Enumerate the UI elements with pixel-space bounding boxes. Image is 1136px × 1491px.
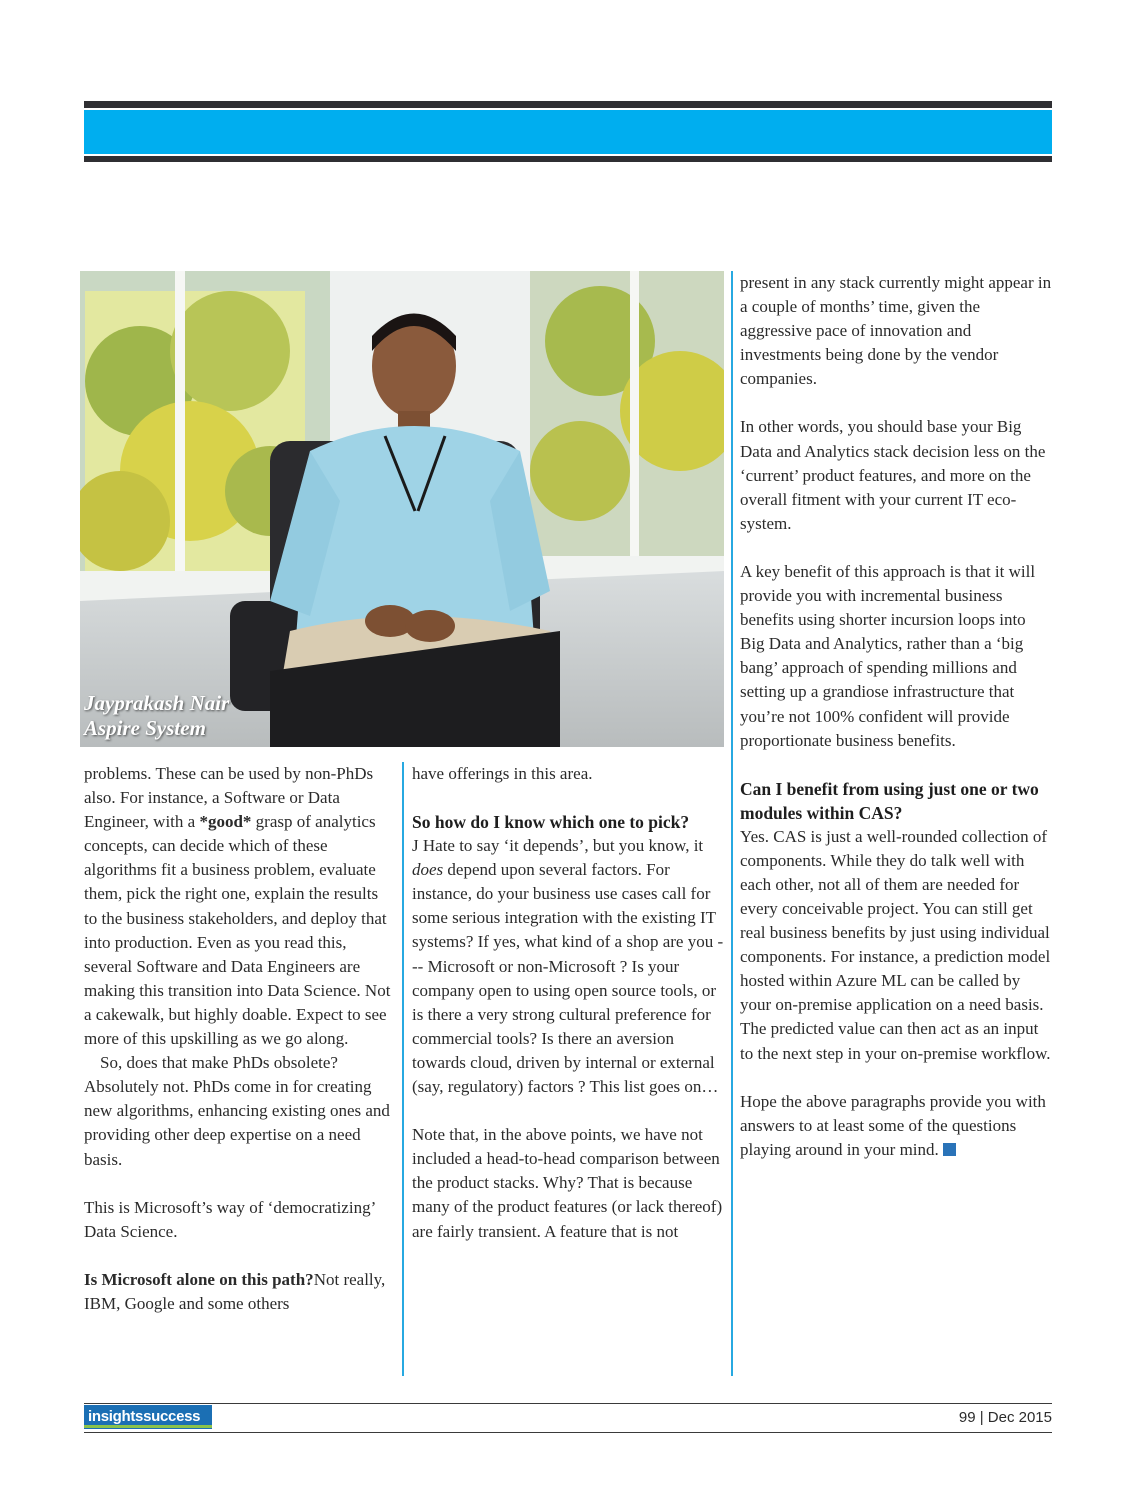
col2-heading: So how do I know which one to pick? (412, 812, 690, 833)
col1-p1-text-b: grasp of analytics concepts, can decide which of these algorithms fit a business problem, evaluate them, pick the right one, explain the results to the business stakeholders, and deploy that into production. Even as you read this, several Software and Data Engineers are making this transition into Data Science. Not a cakewalk, but highly doable. Expect to see more of this upskilling as we go along. (84, 812, 391, 1049)
portrait-illustration (80, 271, 724, 747)
footer-rule-top (84, 1403, 1052, 1404)
col1-question-text: Not really, IBM, Google and some others (84, 1269, 386, 1313)
logo-underline (84, 1425, 212, 1428)
col3-heading: Can I benefit from using just one or two modules within CAS? (740, 778, 1039, 823)
col3-paragraph-1: present in any stack currently might appear in a couple of months’ time, given the aggressive pace of innovation and investments being done by the vendor companies. (740, 273, 1052, 389)
col3-paragraph-3: A key benefit of this approach is that it will provide you with incremental business benefits using shorter incursion loops into Big Data and Analytics, rather than a ‘big bang’ approach of spending millions and setting up a grandiose infrastructure that you’re not 100% confident will provide proportionate business benefits. (740, 561, 1036, 750)
col2-p2-italic: does (412, 860, 444, 880)
col1-paragraph-4 (84, 1268, 394, 1316)
column-rule-1 (402, 762, 404, 1376)
column-3 (740, 271, 1052, 1162)
col2-p2-text-a: J Hate to say ‘it depends’, but you know, it (412, 836, 704, 856)
col2-paragraph-2 (412, 834, 724, 1099)
header-bar-blue (84, 110, 1052, 154)
column-1 (84, 762, 394, 1316)
header-bar-top (84, 101, 1052, 108)
col1-paragraph-3: This is Microsoft’s way of ‘democratizing’ Data Science. (84, 1197, 375, 1241)
caption-company: Aspire System (84, 716, 206, 740)
col1-p1-text-a: problems. These can be used by non-PhDs also. For instance, a Software or Data Engineer, with a (84, 764, 374, 832)
footer-rule-bottom (84, 1432, 1052, 1433)
col3-paragraph-2: In other words, you should base your Big Data and Analytics stack decision less on the ‘current’ product features, and more on the overall fitment with your current IT eco-system. (740, 417, 1046, 533)
col3-p5-text: Hope the above paragraphs provide you with answers to at least some of the questions playing around in your mind. (740, 1091, 1046, 1159)
col1-paragraph-1 (84, 762, 394, 1051)
header-bar-bottom (84, 156, 1052, 162)
article-end-icon (943, 1143, 956, 1156)
col3-paragraph-4: Yes. CAS is just a well-rounded collection of components. While they do talk well with each other, not all of them are needed for every conceivable project. You can still get real business benefits by just using individual components. For instance, a prediction model hosted within Azure ML can be called by your on-premise application on a need basis. The predicted value can then act as an input to the next step in your on-premise workflow. (740, 826, 1051, 1063)
col2-paragraph-1: have offerings in this area. (412, 764, 593, 783)
col2-paragraph-3: Note that, in the above points, we have not included a head-to-head comparison between the product stacks. Why? That is because many of the product features (or lack thereof) are fairly transient. A feature that is not (412, 1125, 723, 1241)
photo-caption (84, 691, 229, 741)
col1-paragraph-2: So, does that make PhDs obsolete? Absolutely not. PhDs come in for creating new algorithms, enhancing existing ones and providing other deep expertise on a need basis. (84, 1053, 390, 1169)
col1-p1-bold: *good* (199, 812, 252, 832)
column-rule-2 (731, 271, 733, 1376)
column-2 (412, 762, 724, 1244)
portrait-photo (80, 271, 724, 747)
caption-name: Jayprakash Nair (84, 691, 230, 715)
page-number: 99 | Dec 2015 (958, 1409, 1052, 1426)
col1-question-bold: Is Microsoft alone on this path? (84, 1269, 314, 1289)
col3-paragraph-5 (740, 1090, 1052, 1162)
insights-success-logo: insightssuccess (84, 1405, 212, 1429)
col2-p2-text-b: depend upon several factors. For instance, do your business use cases call for some serious integration with the existing IT systems? If yes, what kind of a shop are you --- Microsoft or non-Microsoft ? Is your company open to using open source tools, or is there a very strong cultural preference for commercial tools? Is there an aversion towards cloud, driven by internal or external (say, regulatory) factors ? This list goes on… (412, 860, 724, 1097)
